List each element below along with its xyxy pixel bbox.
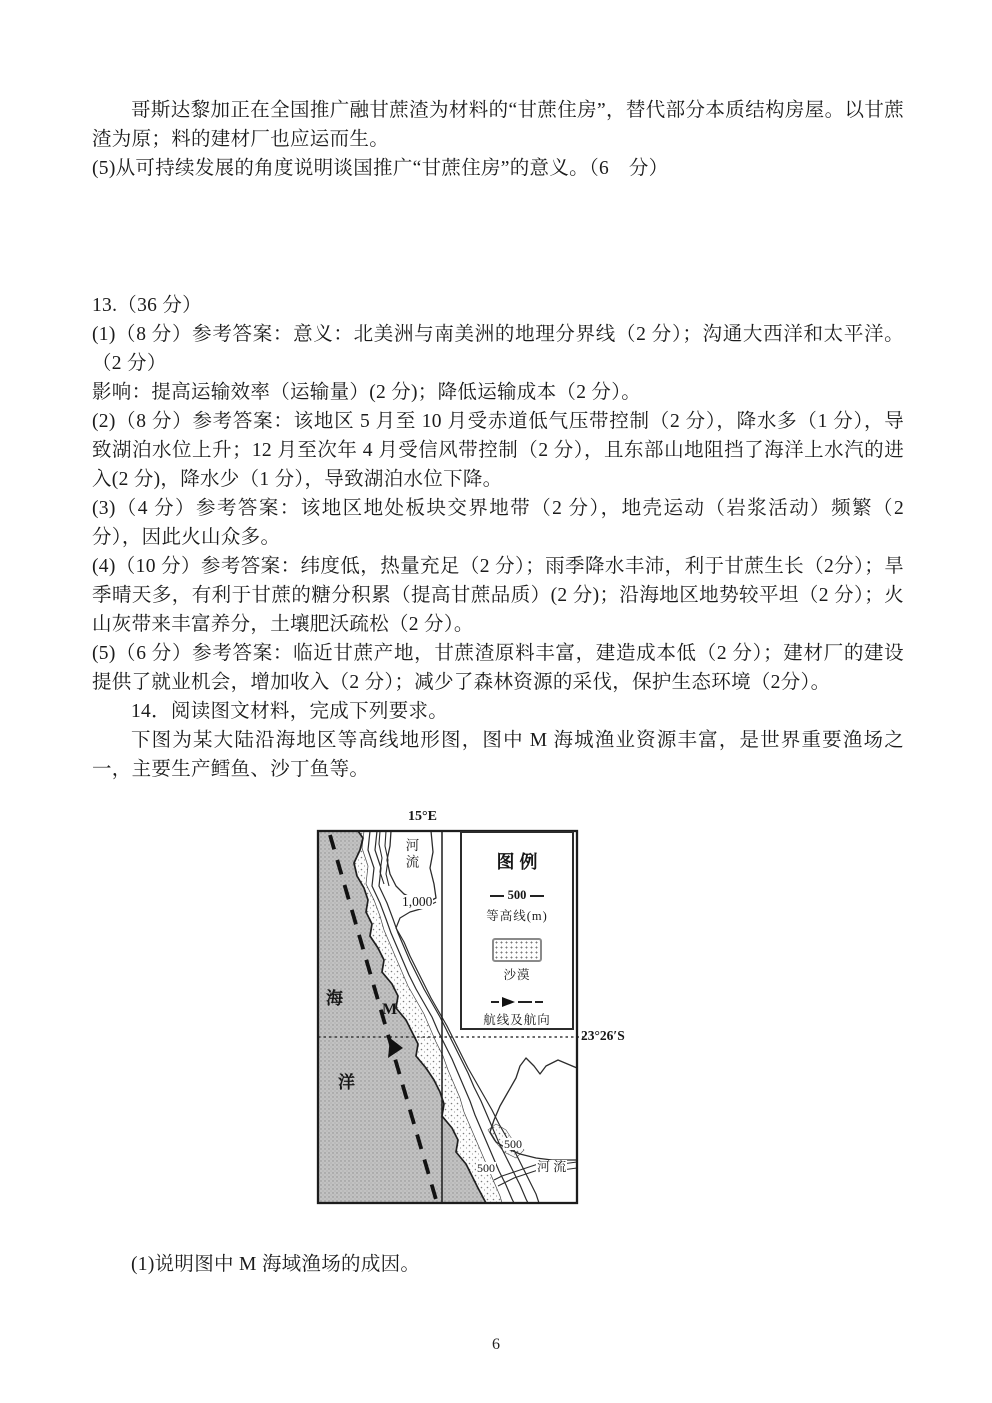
- q12-item5-line: (5)从可持续发展的角度说明谈国推广“甘蔗住房”的意义。（6 分）: [92, 158, 669, 179]
- desert-swatch: [492, 938, 542, 962]
- q13-answer-4: (4)（10 分）参考答案：纬度低，热量充足（2 分）；雨季降水丰沛，利于甘蔗生长（2分）；旱季晴天多，有利于甘蔗的糖分积累（提高甘蔗品质）(2 分)；沿海地区地势较平坦（2 分）；火山灰带来丰富养分，土壤肥沃疏松（2 分）。: [92, 556, 904, 635]
- q13-header: 13.（36 分）: [92, 295, 202, 316]
- question-14-block: [92, 697, 904, 784]
- legend-contour-sample: [490, 888, 545, 903]
- q14-header: 14．阅读图文材料，完成下列要求。: [131, 701, 449, 722]
- route-sample-dash: [491, 1001, 499, 1003]
- q13-answer-5: (5)（6 分）参考答案：临近甘蔗产地，甘蔗渣原料丰富，建造成本低（2 分）；建材厂的建设提供了就业机会，增加收入（2 分）；减少了森林资源的采伐，保护生态环境（2分）。: [92, 643, 904, 693]
- legend-contour-value: 500: [507, 888, 527, 902]
- ocean-label-char1: 海: [326, 989, 343, 1008]
- q13-answer-2: (2)（8 分）参考答案：该地区 5 月至 10 月受赤道低气压带控制（2 分），降水多（1 分），导致湖泊水位上升；12 月至次年 4 月受信风带控制（2 分），且东部山地阻挡了海洋上水汽的进入(2 分)，降水少（1 分），导致湖泊水位下降。: [92, 411, 904, 490]
- map-legend: [460, 831, 574, 1030]
- contour-label-500-lower: 500: [477, 1161, 495, 1175]
- contour-sample-dash: [530, 895, 544, 897]
- question-12-block: [92, 96, 904, 183]
- q13-answer-1-impact: 影响：提高运输效率（运输量）(2 分)；降低运输成本（2 分）。: [92, 382, 642, 403]
- q12-intro-paragraph: 哥斯达黎加正在全国推广融甘蔗渣为材料的“甘蔗住房”，替代部分本质结构房屋。以甘蔗渣为原；料的建材厂也应运而生。: [92, 100, 904, 150]
- question-14-item1-block: [92, 1250, 904, 1279]
- river-label-top: 河流: [403, 838, 419, 871]
- river-label-bottom: 河 流: [537, 1159, 567, 1174]
- question-13-answers-block: [92, 291, 904, 697]
- meridian-label: 15°E: [408, 809, 437, 824]
- legend-desert-caption: 沙漠: [503, 968, 531, 982]
- legend-contour-caption: 等高线(m): [486, 909, 548, 923]
- q13-answer-3: (3)（4 分）参考答案：该地区地处板块交界地带（2 分），地壳运动（岩浆活动）频繁（2 分），因此火山众多。: [92, 498, 904, 548]
- contour-label-500-upper: 500: [504, 1137, 522, 1151]
- q14-item1-line: (1)说明图中 M 海域渔场的成因。: [131, 1254, 421, 1275]
- route-sample-dash: [518, 1001, 532, 1003]
- q13-answer-1: (1)（8 分）参考答案：意义：北美洲与南美洲的地理分界线（2 分）；沟通大西洋和太平洋。（2 分）: [92, 324, 904, 374]
- page-number: 6: [492, 1336, 500, 1353]
- legend-route-caption: 航线及航向: [483, 1013, 551, 1027]
- contour-label-1000: 1,000: [402, 894, 433, 909]
- contour-map-figure: [300, 808, 672, 1213]
- legend-route-sample: [491, 997, 543, 1007]
- tropic-label: 23°26′S: [581, 1028, 625, 1043]
- sea-area-m-label: M: [382, 1001, 398, 1018]
- q14-intro-paragraph: 下图为某大陆沿海地区等高线地形图，图中 M 海城渔业资源丰富，是世界重要渔场之一，主要生产鳕鱼、沙丁鱼等。: [92, 730, 904, 780]
- route-sample-dash: [535, 1001, 543, 1003]
- contour-sample-dash: [490, 895, 504, 897]
- route-arrow-sample-icon: [502, 997, 515, 1007]
- ocean-label-char2: 洋: [338, 1073, 355, 1092]
- legend-title: 图例: [496, 852, 543, 872]
